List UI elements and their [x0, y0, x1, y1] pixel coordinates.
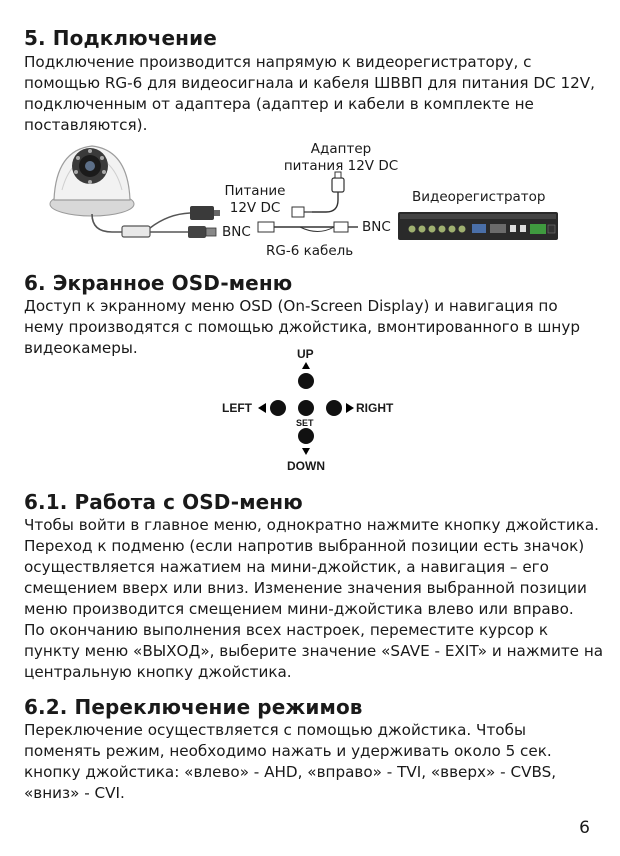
- joystick-up-label: UP: [297, 347, 314, 361]
- text-line: смещением вверх или вниз. Изменение значения выбранной позиции: [24, 579, 587, 597]
- section-6-heading: 6. Экранное OSD-меню: [24, 271, 293, 295]
- text-line: меню производится смещением мини-джойстика влево или вправо.: [24, 600, 574, 618]
- power-label-line: Питание: [224, 183, 286, 199]
- joystick-up-button: [298, 373, 314, 389]
- left-arrow-icon: [258, 403, 266, 413]
- text-line: Доступ к экранному меню OSD (On-Screen Display) и навигация по: [24, 297, 558, 315]
- section-6-1-heading: 6.1. Работа с OSD-меню: [24, 490, 303, 514]
- text-line: поставляются).: [24, 116, 148, 134]
- adapter-label-line: питания 12V DC: [283, 158, 399, 174]
- section-6-1-text: [24, 515, 604, 683]
- section-5-heading: 5. Подключение: [24, 26, 217, 50]
- recorder-label: Видеорегистратор: [412, 189, 546, 205]
- text-line: центральную кнопку джойстика.: [24, 663, 292, 681]
- bnc-label-left: BNC: [222, 224, 251, 240]
- joystick-down-label: DOWN: [287, 459, 325, 473]
- joystick-set-label: SET: [296, 418, 314, 428]
- text-line: кнопку джойстика: «влево» - AHD, «вправо» - TVI, «вверх» - CVBS,: [24, 763, 557, 781]
- joystick-down-button: [298, 428, 314, 444]
- text-line: помощью RG-6 для видеосигнала и кабеля ШВВП для питания DC 12V,: [24, 74, 595, 92]
- up-arrow-icon: [302, 362, 310, 369]
- adapter-label-line: Адаптер: [310, 141, 372, 157]
- text-line: Переход к подменю (если напротив выбранной позиции есть значок): [24, 537, 585, 555]
- text-line: подключенным от адаптера (адаптер и кабели в комплекте не: [24, 95, 534, 113]
- text-line: поменять режим, необходимо нажать и удерживать около 5 сек.: [24, 742, 552, 760]
- down-arrow-icon: [302, 448, 310, 455]
- power-label-line: 12V DC: [229, 200, 281, 216]
- rg6-cable-label: RG-6 кабель: [266, 243, 354, 259]
- text-line: По окончанию выполнения всех настроек, переместите курсор к: [24, 621, 549, 639]
- text-line: нему производятся с помощью джойстика, вмонтированного в шнур: [24, 318, 580, 336]
- joystick-left-label: LEFT: [222, 401, 252, 415]
- page-number: 6: [579, 818, 590, 838]
- text-line: осуществляется нажатием на мини-джойстик, а навигация – его: [24, 558, 549, 576]
- text-line: видеокамеры.: [24, 339, 138, 357]
- section-6-2-heading: 6.2. Переключение режимов: [24, 695, 363, 719]
- text-line: пункту меню «ВЫХОД», выберите значение «SAVE - EXIT» и нажмите на: [24, 642, 604, 660]
- text-line: Переключение осуществляется с помощью джойстика. Чтобы: [24, 721, 526, 739]
- joystick-set-button: [298, 400, 314, 416]
- joystick-right-label: RIGHT: [356, 401, 394, 415]
- right-arrow-icon: [346, 403, 354, 413]
- bnc-label-right: BNC: [362, 219, 391, 235]
- text-line: Чтобы войти в главное меню, однократно нажмите кнопку джойстика.: [24, 516, 600, 534]
- joystick-right-button: [326, 400, 342, 416]
- joystick-left-button: [270, 400, 286, 416]
- section-6-2-text: [24, 720, 604, 804]
- text-line: Подключение производится напрямую к видеорегистратору, с: [24, 53, 532, 71]
- text-line: «вниз» - CVI.: [24, 784, 125, 802]
